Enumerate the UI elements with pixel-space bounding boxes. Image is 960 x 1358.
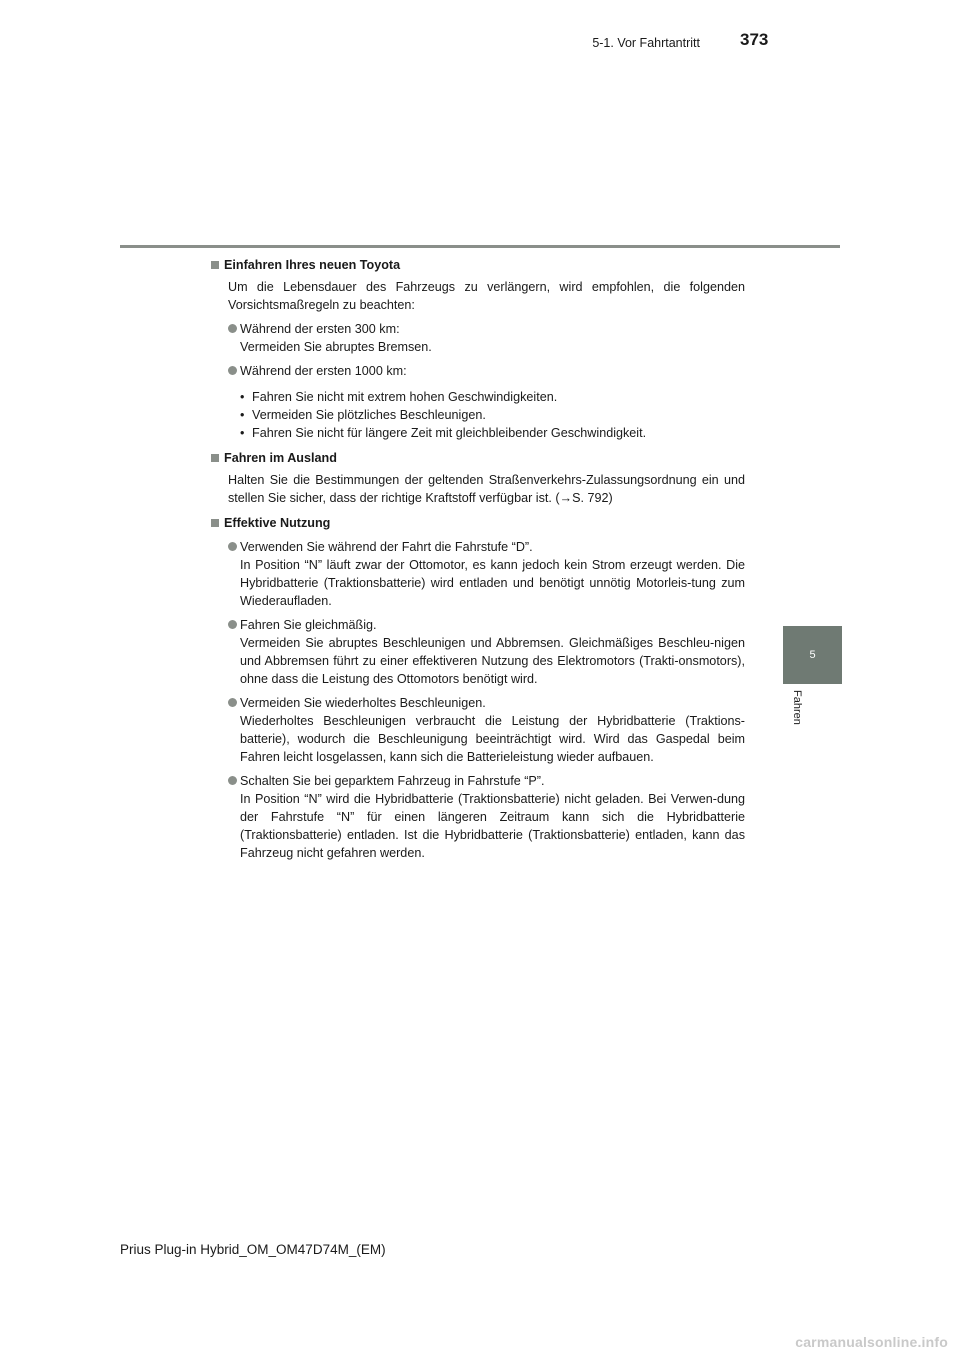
header-section-title: 5-1. Vor Fahrtantritt <box>592 36 700 50</box>
bullet-text: Wiederholtes Beschleunigen verbraucht die Leistung der Hybridbatterie (Traktions-batterie), wodurch die Beschleunigung beeinträchtigt wird. Wird das Gaspedal beim Fahren leicht losgelassen, kann sich die Batterieleistung wieder aufbauen. <box>240 714 745 764</box>
list-item <box>228 362 745 380</box>
list-item <box>228 694 745 766</box>
page-number: 373 <box>740 30 769 49</box>
circle-bullet-icon <box>228 324 237 333</box>
section-heading-text: Effektive Nutzung <box>224 516 331 530</box>
bullet-title: Schalten Sie bei geparktem Fahrzeug in Fahrstufe “P”. <box>240 774 545 788</box>
section-heading-text: Einfahren Ihres neuen Toyota <box>224 258 401 272</box>
sub-list <box>240 388 745 442</box>
list-item <box>228 772 745 862</box>
chapter-number: 5 <box>809 649 816 661</box>
square-bullet-icon <box>211 519 219 527</box>
chapter-label: Fahren <box>791 690 803 725</box>
paragraph: Halten Sie die Bestimmungen der geltenden Straßenverkehrs-Zulassungsordnung ein und stellen Sie sicher, dass der richtige Kraftstoff verfügbar ist. (→S. 792) <box>228 473 745 505</box>
section-heading-abroad <box>211 449 745 467</box>
bullet-text: In Position “N” läuft zwar der Ottomotor, es kann jedoch kein Strom erzeugt werden. Die Hybridbatterie (Traktionsbatterie) wird entladen und benötigt unnötig Motorleis-tung zum Wiederaufladen. <box>240 558 745 608</box>
bullet-text: In Position “N” wird die Hybridbatterie (Traktionsbatterie) nicht geladen. Bei Verwen-dung der Fahrstufe “N” für einen längeren Zeitraum kann sich die Hybridbatterie (Traktionsbatterie) entladen. Ist die Hybridbatterie (Traktionsbatterie) entladen, kann das Fahrzeug nicht gefahren werden. <box>240 792 745 860</box>
header-divider <box>120 245 840 248</box>
bullet-title: Verwenden Sie während der Fahrt die Fahrstufe “D”. <box>240 540 533 554</box>
square-bullet-icon <box>211 454 219 462</box>
circle-bullet-icon <box>228 542 237 551</box>
circle-bullet-icon <box>228 620 237 629</box>
list-item <box>228 538 745 610</box>
section-heading-text: Fahren im Ausland <box>224 451 337 465</box>
page-content <box>211 256 745 862</box>
square-bullet-icon <box>211 261 219 269</box>
section-heading-effective-use <box>211 514 745 532</box>
watermark-link[interactable]: carmanualsonline.info <box>795 1334 948 1350</box>
chapter-tab[interactable] <box>783 626 842 684</box>
circle-bullet-icon <box>228 366 237 375</box>
circle-bullet-icon <box>228 698 237 707</box>
bullet-title: Vermeiden Sie wiederholtes Beschleunigen. <box>240 696 486 710</box>
sub-list-item: • Fahren Sie nicht für längere Zeit mit gleichbleibender Geschwindigkeit. <box>240 426 647 440</box>
paragraph: Um die Lebensdauer des Fahrzeugs zu verlängern, wird empfohlen, die folgenden Vorsichtsmaßregeln zu beachten: <box>228 280 745 312</box>
section-heading-break-in <box>211 256 745 274</box>
sub-list-item: • Vermeiden Sie plötzliches Beschleunigen. <box>240 408 486 422</box>
circle-bullet-icon <box>228 776 237 785</box>
sub-list-item: • Fahren Sie nicht mit extrem hohen Geschwindigkeiten. <box>240 390 558 404</box>
bullet-text: Vermeiden Sie abruptes Beschleunigen und Abbremsen. Gleichmäßiges Beschleu-nigen und Abbremsen führt zu einer effektiveren Nutzung des Elektromotors (Trakti-onsmotors), ohne dass die Leistung des Ottomotors benötigt wird. <box>240 636 745 686</box>
bullet-title: Während der ersten 1000 km: <box>240 364 407 378</box>
footer-model-id: Prius Plug-in Hybrid_OM_OM47D74M_(EM) <box>120 1242 386 1257</box>
list-item <box>228 616 745 688</box>
list-item <box>228 320 745 356</box>
bullet-text: Vermeiden Sie abruptes Bremsen. <box>240 340 432 354</box>
bullet-title: Während der ersten 300 km: <box>240 322 400 336</box>
bullet-title: Fahren Sie gleichmäßig. <box>240 618 377 632</box>
